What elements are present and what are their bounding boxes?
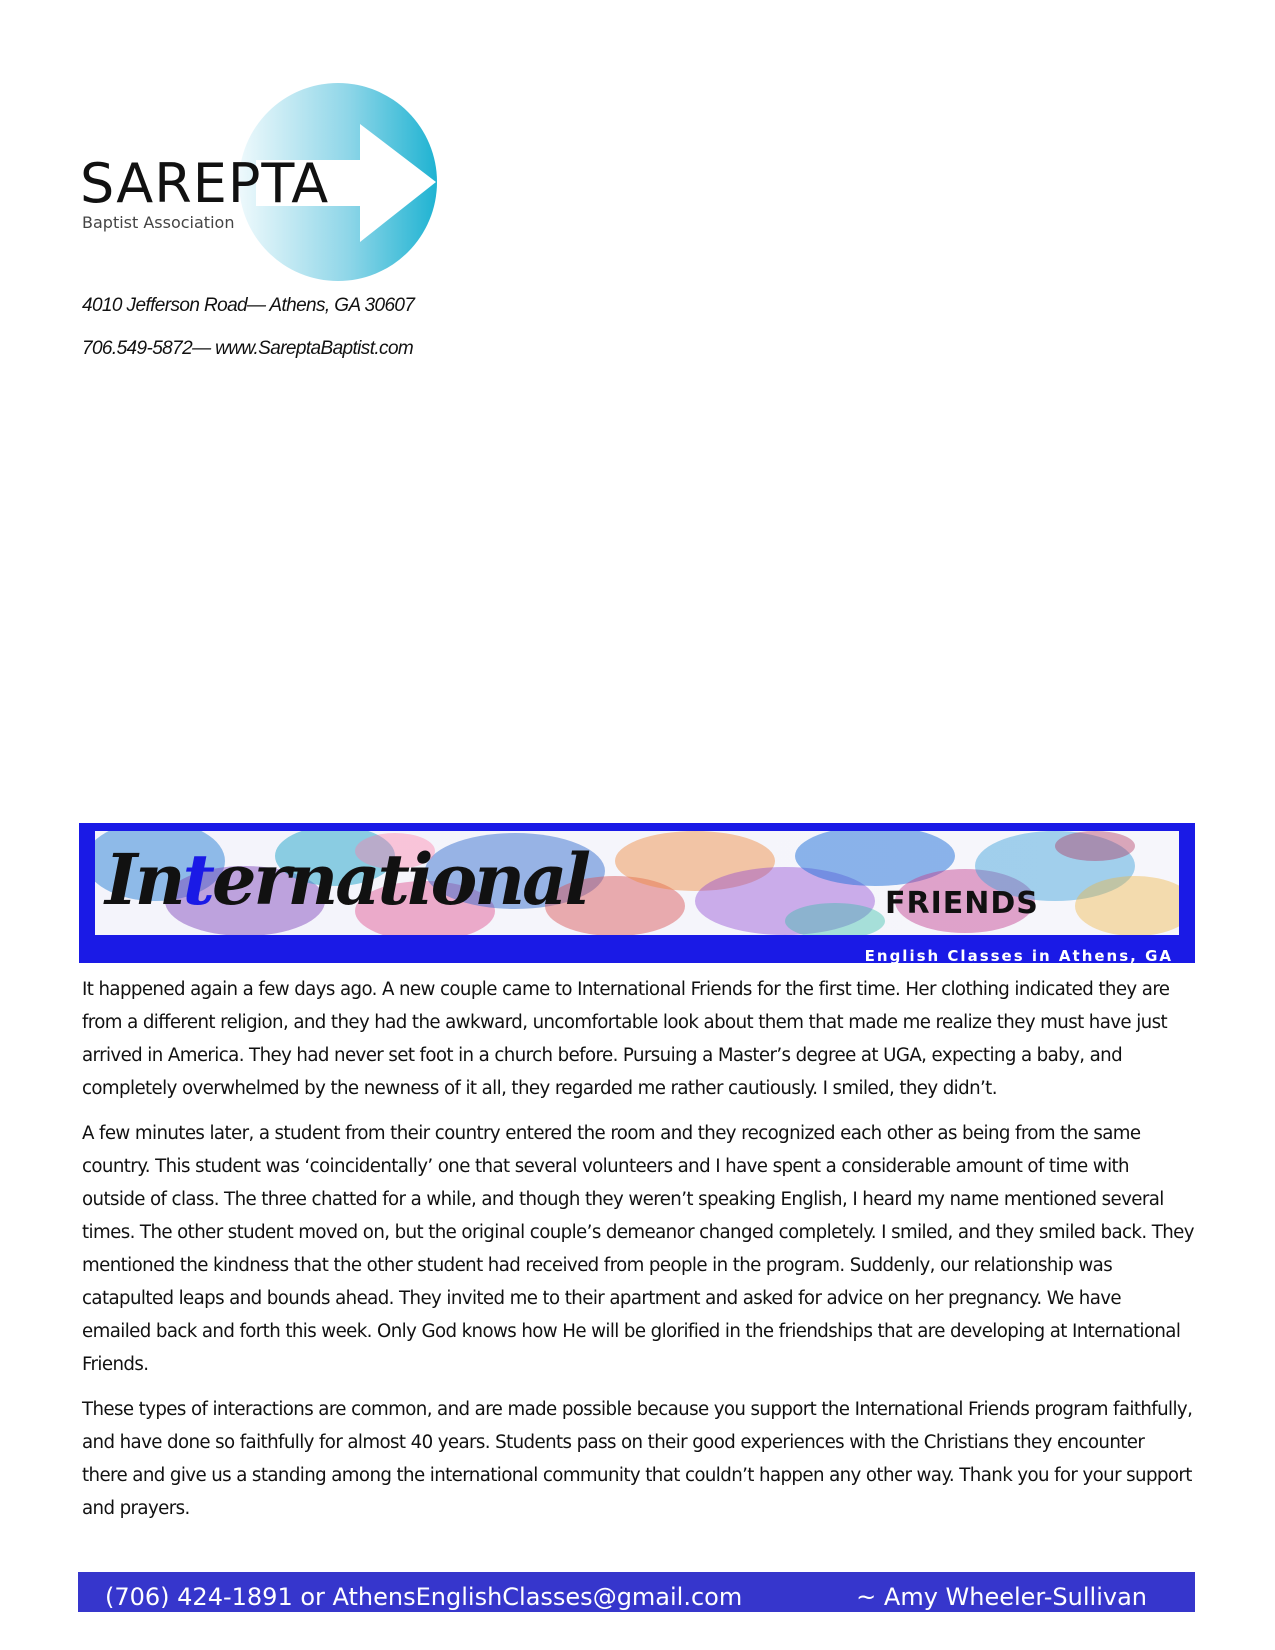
banner-friends-word: FRIENDS — [885, 886, 1039, 921]
paragraph: A few minutes later, a student from their country entered the room and they recognized each other as being from the same country. This student was ‘coincidentally’ one that several volunteers and I have spent a considerable amount of time with outside of class. The three chatted for a while, and though they weren’t speaking English, I heard my name mentioned several times. The other student moved on, but the original couple’s demeanor changed completely. I smiled, and they smiled back. They mentioned the kindness that the other student had received from people in the program. Suddenly, our relationship was catapulted leaps and bounds ahead. They invited me to their apartment and asked for advice on her pregnancy. We have emailed back and forth this week. Only God knows how He will be glorified in the friendships that are developing at International Friends. — [82, 1123, 1194, 1375]
sarepta-logo — [78, 82, 478, 292]
footer-contact: (706) 424-1891 or AthensEnglishClasses@gmail.com — [105, 1583, 743, 1611]
org-name: SAREPTA — [80, 152, 330, 215]
letter-body — [82, 973, 1194, 1537]
contact-line: 706.549-5872— www.SareptaBaptist.com — [82, 338, 414, 359]
international-friends-banner — [79, 823, 1195, 963]
footer-bar — [78, 1572, 1195, 1612]
paragraph: It happened again a few days ago. A new couple came to International Friends for the first time. Her clothing indicated they are from a different religion, and they had the awkward, uncomfortable look about them that made me realize they must have just arrived in America. They had never set foot in a church before. Pursuing a Master’s degree at UGA, expecting a baby, and completely overwhelmed by the newness of it all, they regarded me rather cautiously. I smiled, they didn’t. — [82, 979, 1170, 1099]
banner-caption: English Classes in Athens, GA — [864, 947, 1173, 965]
banner-script-title: International — [105, 838, 589, 921]
address-line: 4010 Jefferson Road— Athens, GA 30607 — [82, 295, 415, 316]
paragraph: These types of interactions are common, and are made possible because you support the International Friends program faithfully, and have done so faithfully for almost 40 years. Students pass on their good experiences with the Christians they encounter there and give us a standing among the international community that couldn’t happen any other way. Thank you for your support and prayers. — [82, 1399, 1193, 1519]
banner-artwork — [95, 831, 1179, 935]
org-subtitle: Baptist Association — [82, 213, 235, 232]
footer-author: ~ Amy Wheeler-Sullivan — [856, 1583, 1147, 1611]
